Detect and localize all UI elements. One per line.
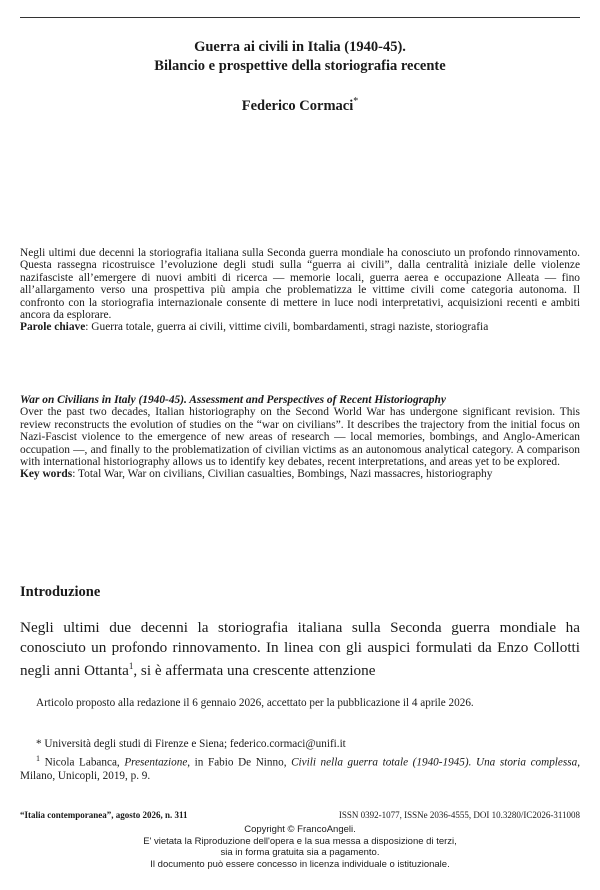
footnote-1-text-b: , in Fabio De Ninno, [187, 756, 292, 769]
abstract-english [20, 394, 580, 481]
keywords-label-en: Key words [20, 468, 73, 481]
footnote-1-title-1: Presentazione [124, 756, 188, 769]
top-rule [20, 17, 580, 18]
abstract-english-text: Over the past two decades, Italian historiography on the Second World War has undergone significant revision. This review reconstructs the evolution of studies on the “war on civilians”. It describes the trajectory from the initial focus on Nazi-Fascist violence to the emergence of new areas of research — local memories, bombings, and Anglo-American occupation —, and finally to the problematization of civilian victims as an autonomous analytical category. A comparison with international historiography allows us to identify key debates, recent interpretations, and areas yet to be explored. [20, 406, 580, 469]
introduction-heading: Introduzione [20, 584, 101, 600]
footnote-1 [20, 752, 580, 783]
keywords-italian [20, 321, 580, 333]
copyright-line-3: sia in forma gratuita sia a pagamento. [220, 847, 380, 858]
footnote-1-title-2: Civili nella guerra totale (1940-1945). Una storia complessa [291, 756, 578, 769]
keywords-list: : Guerra totale, guerra ai civili, vittime civili, bombardamenti, stragi naziste, storiografia [85, 321, 489, 334]
copyright-line-1: Copyright © FrancoAngeli. [244, 824, 356, 835]
keywords-english [20, 468, 580, 480]
english-title: War on Civilians in Italy (1940-45). Assessment and Perspectives of Recent Historiography [20, 394, 446, 406]
footnote-1-text-c: , Milano, Unicopli, 2019, p. 9. [20, 756, 580, 782]
article-page [20, 0, 580, 890]
footnote-1-mark: 1 [36, 754, 40, 763]
footnote-1-text-a: Nicola Labanca, [40, 756, 125, 769]
submission-note: Articolo proposto alla redazione il 6 gennaio 2026, accettato per la pubblicazione il 4 aprile 2026. [36, 697, 474, 709]
affiliation-text: Università degli studi di Firenze e Siena; federico.cormaci@unifi.it [41, 738, 346, 750]
title-line-2: Bilancio e prospettive della storiografia recente [154, 58, 446, 74]
author-footnote-mark: * [353, 96, 359, 107]
keywords-label: Parole chiave [20, 321, 86, 334]
copyright-line-2: E' vietata la Riproduzione dell'opera e la sua messa a disposizione di terzi, [143, 835, 457, 847]
intro-text-part1: Negli ultimi due decenni la storiografia italiana sulla Seconda guerra mondiale ha conosciuto un profondo rinnovamento. In linea con gli auspici formulati da Enzo Collotti negli anni Ottanta [20, 619, 580, 680]
article-title [20, 38, 580, 76]
copyright-line-4: Il documento può essere concesso in licenza individuale o istituzionale. [150, 858, 450, 870]
abstract-italian [20, 247, 580, 334]
introduction-text [20, 618, 580, 681]
intro-text-part2: , si è affermata una crescente attenzione [133, 662, 376, 680]
affiliation-note [20, 738, 580, 751]
footnote-ref-1[interactable]: 1 [128, 661, 134, 671]
issn-doi: ISSN 0392-1077, ISSNe 2036-4555, DOI 10.3280/IC2026-311008 [338, 810, 580, 820]
copyright-notice [0, 824, 600, 870]
affiliation-mark: * [36, 738, 42, 750]
journal-footer [20, 810, 580, 820]
keywords-list-en: : Total War, War on civilians, Civilian casualties, Bombings, Nazi massacres, historiography [72, 468, 493, 481]
title-line-1: Guerra ai civili in Italia (1940-45). [194, 39, 406, 55]
journal-citation: “Italia contemporanea”, agosto 2026, n. 311 [20, 810, 188, 820]
author-name-text: Federico Cormaci [241, 97, 354, 114]
abstract-italian-text: Negli ultimi due decenni la storiografia italiana sulla Seconda guerra mondiale ha conosciuto un profondo rinnovamento. Questa rassegna ricostruisce l’evoluzione degli studi sulla “guerra ai civili”, dalla centralità iniziale delle violenze nazifasciste all’emergere di nuovi ambiti di ricerca — memorie locali, guerra aerea e occupazione Alleata — fino all’allargamento verso una prospettiva più ampia che problematizza le vittime civili come categoria autonoma. Il confronto con la storiografia internazionale consente di mettere in luce nodi interpretativi, acquisizioni recenti e ambiti ancora da esplorare. [20, 247, 580, 322]
author-name [20, 96, 580, 115]
